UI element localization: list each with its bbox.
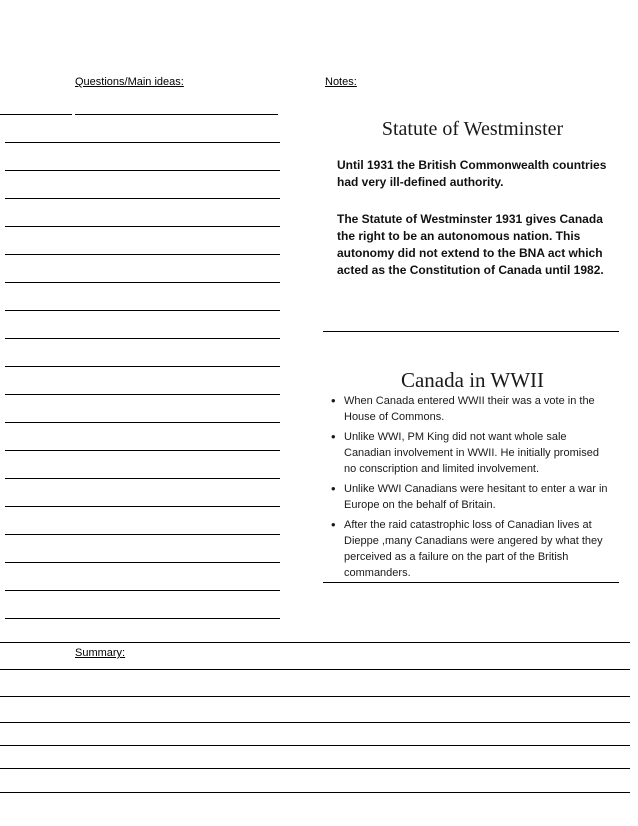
slide-title: Canada in WWII <box>400 368 545 392</box>
question-line <box>5 562 280 563</box>
summary-line <box>0 745 630 746</box>
list-item: • When Canada entered WWII their was a vote in the House of Commons. <box>331 393 613 425</box>
question-line <box>5 534 280 535</box>
summary-line <box>0 669 630 670</box>
summary-line <box>0 768 630 769</box>
question-line <box>5 450 280 451</box>
question-line <box>5 170 280 171</box>
summary-header: Summary: <box>75 647 126 659</box>
list-item: • Unlike WWI Canadians were hesitant to enter a war in Europe on the behalf of Britain. <box>331 481 613 513</box>
question-line <box>5 254 280 255</box>
summary-line <box>0 642 630 643</box>
question-line <box>5 226 280 227</box>
bullet-list <box>331 393 613 585</box>
slide-title: Statute of Westminster <box>381 118 564 140</box>
question-line <box>75 114 278 115</box>
list-item: • After the raid catastrophic loss of Canadian lives at Dieppe ,many Canadians were angered by what they perceived as a failure on the part of the British commanders. <box>331 517 613 581</box>
question-line <box>5 590 280 591</box>
question-line <box>5 478 280 479</box>
notes-header: Notes: <box>325 76 357 88</box>
paragraph: The Statute of Westminster 1931 gives Canada the right to be an autonomous nation. This autonomy did not extend to the BNA act which acted as the Constitution of Canada until 1982. <box>337 212 604 277</box>
question-line <box>5 394 280 395</box>
question-line <box>5 618 280 619</box>
summary-line <box>0 792 630 793</box>
question-line <box>5 422 280 423</box>
summary-line <box>0 696 630 697</box>
question-line <box>5 310 280 311</box>
question-line <box>5 282 280 283</box>
question-line-stub <box>0 114 72 115</box>
summary-line <box>0 722 630 723</box>
notes-divider <box>323 582 619 583</box>
question-line <box>5 338 280 339</box>
question-line <box>5 198 280 199</box>
question-line <box>5 142 280 143</box>
question-line <box>5 366 280 367</box>
paragraph: Until 1931 the British Commonwealth countries had very ill-defined authority. <box>337 158 607 189</box>
notes-divider <box>323 331 619 332</box>
list-item: • Unlike WWI, PM King did not want whole sale Canadian involvement in WWII. He initially promised no conscription and limited involvement. <box>331 429 613 477</box>
questions-header: Questions/Main ideas: <box>75 76 184 88</box>
question-line <box>5 506 280 507</box>
